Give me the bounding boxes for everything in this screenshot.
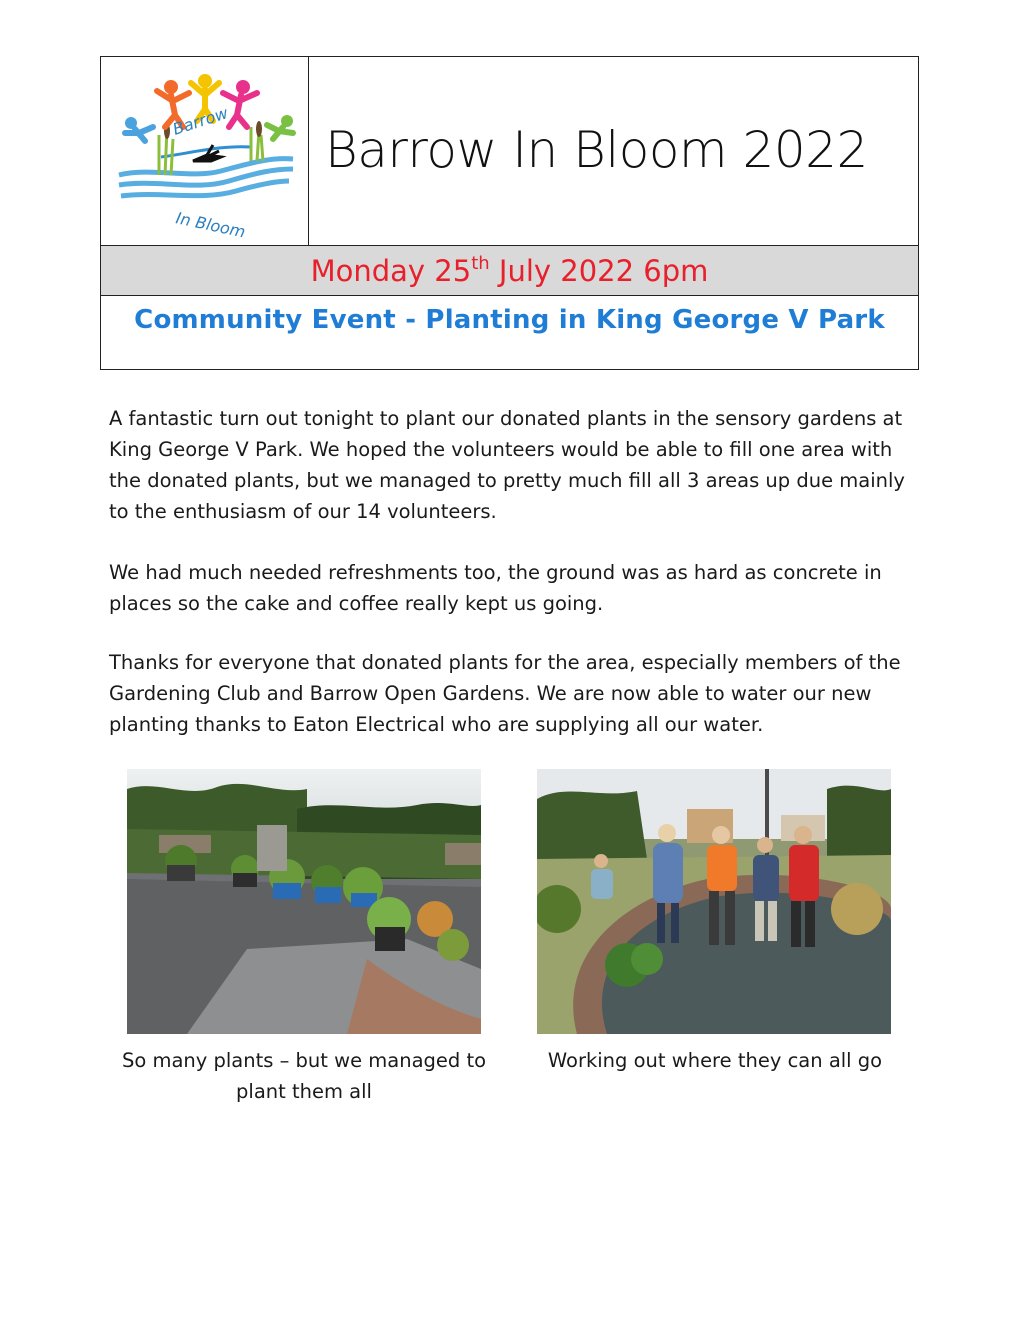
logo-bottom-word: In Bloom <box>174 208 248 242</box>
event-subtitle: Community Event - Planting in King George V Park <box>134 305 885 335</box>
header-table <box>100 56 919 370</box>
event-date-suffix: July 2022 6pm <box>489 254 709 288</box>
photo-caption: Working out where they can all go <box>547 1049 883 1072</box>
event-date-prefix: Monday 25 <box>310 254 472 288</box>
body-paragraph: A fantastic turn out tonight to plant our donated plants in the sensory gardens at King George V Park. We hoped the volunteers would be able to fill one area with the donated plants, but we managed to pretty much fill all 3 areas up due mainly to the enthusiasm of our 14 volunteers. <box>109 407 905 523</box>
photo-volunteers <box>537 769 891 1034</box>
photo-planting-area <box>127 769 481 1034</box>
logo-top-word: Barrow <box>170 103 231 139</box>
body-paragraph: Thanks for everyone that donated plants for the area, especially members of the Gardening Club and Barrow Open Gardens. We are now able to water our new planting thanks to Eaton Electrical who are supplying all our water. <box>109 651 901 736</box>
photo-caption: So many plants – but we managed to plant them all <box>121 1049 487 1103</box>
date-row <box>101 245 918 296</box>
event-date <box>311 254 709 288</box>
barrow-in-bloom-logo <box>101 57 309 245</box>
body-paragraph: We had much needed refreshments too, the ground was as hard as concrete in places so the cake and coffee really kept us going. <box>109 561 882 615</box>
event-date-ordinal: th <box>471 253 490 274</box>
page-title: Barrow In Bloom 2022 <box>325 121 868 179</box>
logo-cell <box>101 57 309 245</box>
title-cell <box>309 57 918 245</box>
